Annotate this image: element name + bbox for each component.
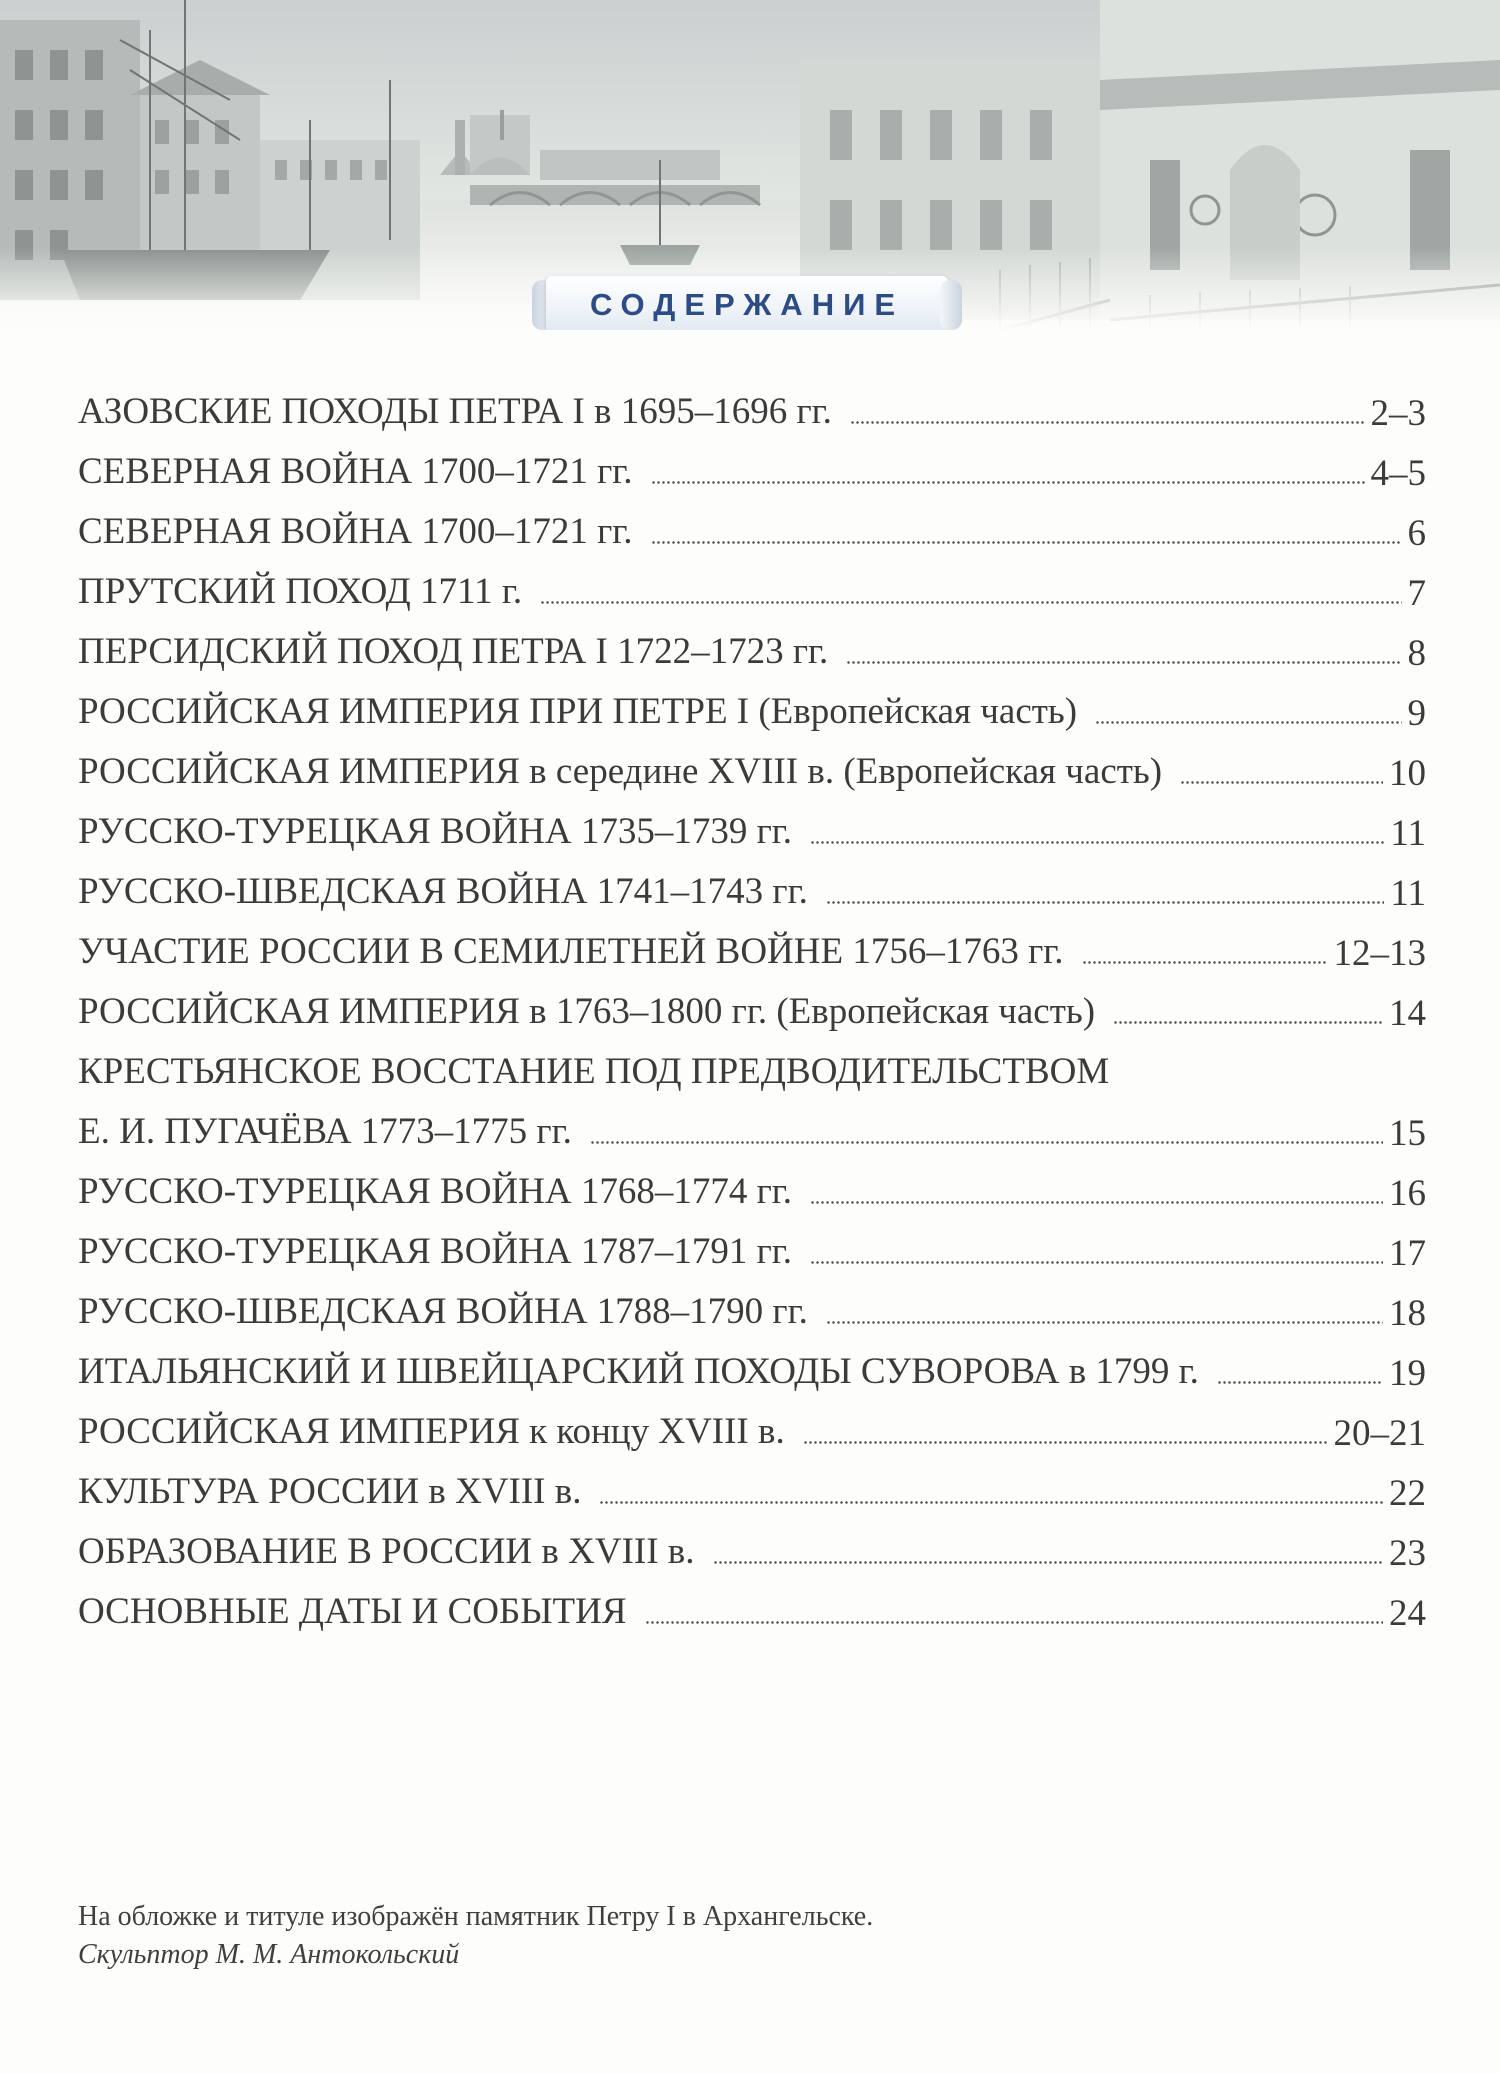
toc-entry[interactable]	[78, 980, 1426, 1040]
toc-entry-title: ОБРАЗОВАНИЕ В РОССИИ в XVIII в.	[78, 1531, 695, 1572]
toc-dot-leader	[651, 481, 1365, 484]
toc-entry-title: РОССИЙСКАЯ ИМПЕРИЯ ПРИ ПЕТРЕ I (Европейская часть)	[78, 691, 1078, 732]
toc-page-number: 20–21	[1333, 1413, 1426, 1454]
toc-dot-leader	[1217, 1381, 1383, 1384]
banner-scroll-curl-right	[940, 280, 962, 330]
toc-entry-title: РУССКО-ТУРЕЦКАЯ ВОЙНА 1768–1774 гг.	[78, 1171, 793, 1212]
toc-entry[interactable]	[78, 1040, 1426, 1100]
toc-entry[interactable]	[78, 1280, 1426, 1340]
toc-entry[interactable]	[78, 1400, 1426, 1460]
toc-page-number: 12–13	[1333, 933, 1426, 974]
toc-entry-title: ПЕРСИДСКИЙ ПОХОД ПЕТРА I 1722–1723 гг.	[78, 631, 829, 672]
toc-page-number: 24	[1389, 1593, 1426, 1634]
toc-page-number: 6	[1407, 513, 1426, 554]
toc-entry-title: РОССИЙСКАЯ ИМПЕРИЯ в середине XVIII в. (Европейская часть)	[78, 751, 1163, 792]
toc-page-number: 19	[1389, 1353, 1426, 1394]
toc-entry-title: СЕВЕРНАЯ ВОЙНА 1700–1721 гг.	[78, 511, 633, 552]
toc-entry-title: КУЛЬТУРА РОССИИ в XVIII в.	[78, 1471, 582, 1512]
toc-dot-leader	[803, 1441, 1328, 1444]
toc-dot-leader	[1095, 721, 1401, 724]
toc-entry[interactable]	[78, 500, 1426, 560]
toc-dot-leader	[540, 601, 1401, 604]
toc-page-number: 2–3	[1370, 393, 1426, 434]
toc-dot-leader	[1113, 1021, 1383, 1024]
header-illustration	[0, 0, 1500, 330]
toc-entry-title: РУССКО-ШВЕДСКАЯ ВОЙНА 1741–1743 гг.	[78, 871, 808, 912]
toc-dot-leader	[846, 661, 1401, 664]
toc-entry[interactable]	[78, 680, 1426, 740]
toc-dot-leader	[810, 1261, 1383, 1264]
toc-entry[interactable]	[78, 740, 1426, 800]
toc-page-number: 16	[1389, 1173, 1426, 1214]
cover-note	[78, 1898, 873, 1974]
toc-entry[interactable]	[78, 440, 1426, 500]
contents-banner	[532, 276, 962, 330]
sculptor-credit: Скульптор М. М. Антокольский	[78, 1939, 460, 1970]
toc-dot-leader	[826, 1321, 1383, 1324]
toc-entry-title: РУССКО-ТУРЕЦКАЯ ВОЙНА 1735–1739 гг.	[78, 811, 793, 852]
toc-dot-leader	[810, 841, 1384, 844]
toc-page-number: 14	[1389, 993, 1426, 1034]
toc-dot-leader	[810, 1201, 1383, 1204]
toc-dot-leader	[651, 541, 1402, 544]
toc-entry[interactable]	[78, 920, 1426, 980]
toc-entry[interactable]	[78, 1220, 1426, 1280]
toc-dot-leader	[1180, 781, 1383, 784]
toc-dot-leader	[826, 901, 1385, 904]
page-title: СОДЕРЖАНИЕ	[589, 287, 905, 322]
toc-page-number: 23	[1389, 1533, 1426, 1574]
toc-entry-title: РОССИЙСКАЯ ИМПЕРИЯ к концу XVIII в.	[78, 1411, 785, 1452]
toc-entry-title: РОССИЙСКАЯ ИМПЕРИЯ в 1763–1800 гг. (Европейская часть)	[78, 991, 1096, 1032]
toc-page-number: 17	[1389, 1233, 1426, 1274]
toc-page-number: 15	[1389, 1113, 1426, 1154]
toc-page-number: 8	[1407, 633, 1426, 674]
toc-entry-title: КРЕСТЬЯНСКОЕ ВОССТАНИЕ ПОД ПРЕДВОДИТЕЛЬСТВОМ	[78, 1051, 1110, 1092]
toc-dot-leader	[1082, 961, 1328, 964]
toc-page-number: 7	[1407, 573, 1426, 614]
toc-entry[interactable]	[78, 620, 1426, 680]
toc-entry[interactable]	[78, 1520, 1426, 1580]
toc-page-number: 11	[1390, 813, 1426, 854]
toc-dot-leader	[713, 1561, 1384, 1564]
toc-entry[interactable]	[78, 1580, 1426, 1640]
toc-entry[interactable]	[78, 560, 1426, 620]
toc-entry-title: РУССКО-ШВЕДСКАЯ ВОЙНА 1788–1790 гг.	[78, 1291, 808, 1332]
table-of-contents	[78, 380, 1426, 1640]
toc-entry-title: ИТАЛЬЯНСКИЙ И ШВЕЙЦАРСКИЙ ПОХОДЫ СУВОРОВА в 1799 г.	[78, 1351, 1199, 1392]
toc-entry[interactable]	[78, 1460, 1426, 1520]
toc-entry[interactable]	[78, 1100, 1426, 1160]
toc-dot-leader	[590, 1141, 1383, 1144]
toc-page-number: 22	[1389, 1473, 1426, 1514]
toc-dot-leader	[645, 1621, 1383, 1624]
toc-dot-leader	[850, 421, 1365, 424]
cover-note-text: На обложке и титуле изображён памятник Петру I в Архангельске.	[78, 1901, 874, 1932]
toc-entry[interactable]	[78, 800, 1426, 860]
toc-entry-title: РУССКО-ТУРЕЦКАЯ ВОЙНА 1787–1791 гг.	[78, 1231, 793, 1272]
toc-entry[interactable]	[78, 860, 1426, 920]
toc-page-number: 4–5	[1370, 453, 1426, 494]
toc-page-number: 11	[1390, 873, 1426, 914]
toc-entry[interactable]	[78, 1340, 1426, 1400]
toc-page-number: 18	[1389, 1293, 1426, 1334]
banner-body	[546, 276, 948, 330]
toc-entry-title: АЗОВСКИЕ ПОХОДЫ ПЕТРА I в 1695–1696 гг.	[78, 391, 832, 432]
toc-entry-title: Е. И. ПУГАЧЁВА 1773–1775 гг.	[78, 1111, 572, 1152]
toc-dot-leader	[599, 1501, 1383, 1504]
toc-entry-title: ПРУТСКИЙ ПОХОД 1711 г.	[78, 571, 523, 612]
toc-entry-title: СЕВЕРНАЯ ВОЙНА 1700–1721 гг.	[78, 451, 633, 492]
toc-entry[interactable]	[78, 1160, 1426, 1220]
toc-entry-title: УЧАСТИЕ РОССИИ В СЕМИЛЕТНЕЙ ВОЙНЕ 1756–1763 гг.	[78, 931, 1064, 972]
toc-entry-title: ОСНОВНЫЕ ДАТЫ И СОБЫТИЯ	[78, 1591, 627, 1632]
toc-entry[interactable]	[78, 380, 1426, 440]
toc-page-number: 9	[1407, 693, 1426, 734]
toc-page-number: 10	[1389, 753, 1426, 794]
